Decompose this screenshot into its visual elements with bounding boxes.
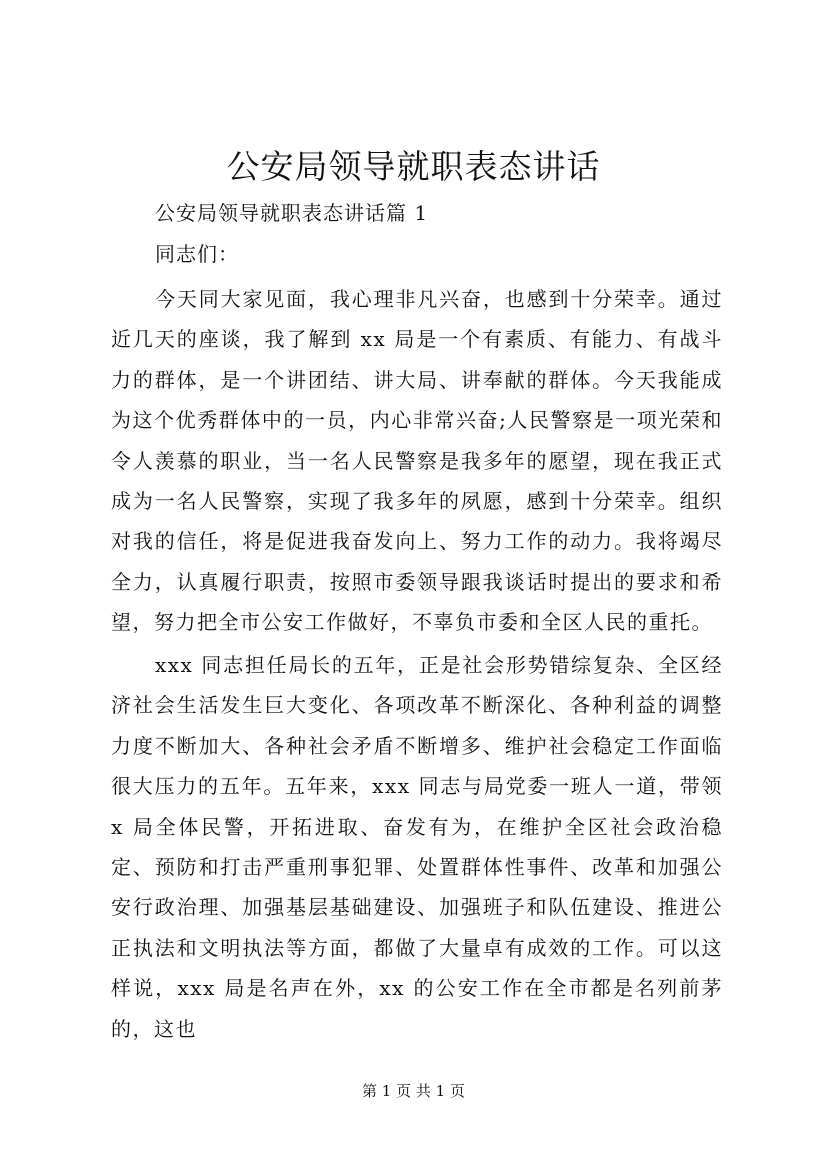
document-subtitle: 公安局领导就职表态讲话篇 1 [155, 201, 429, 225]
page-footer: 第 1 页 共 1 页 [362, 1082, 465, 1100]
body-paragraph-2: xxx 同志担任局长的五年，正是社会形势错综复杂、全区经济社会生活发生巨大变化、各项改革不断深化、各种利益的调整力度不断加大、各种社会矛盾不断增多、维护社会稳定工作面临很大压力的五年。五年来，xxx 同志与局党委一班人一道，带领 x 局全体民警，开拓进取、奋发有为，在维护全区社会政治稳定、预防和打击严重刑事犯罪、处置群体性事件、改革和加强公安行政治理、加强基层基础建设、加强班子和队伍建设、推进公正执法和文明执法等方面，都做了大量卓有成效的工作。可以这样说，xxx 局是名声在外，xx 的公安工作在全市都是名列前茅的，这也 [111, 653, 723, 1041]
salutation: 同志们： [155, 242, 239, 266]
body-paragraph-1: 今天同大家见面，我心理非凡兴奋，也感到十分荣幸。通过近几天的座谈，我了解到 xx 局是一个有素质、有能力、有战斗力的群体，是一个讲团结、讲大局、讲奉献的群体。今天我能成为这个优秀群体中的一员，内心非常兴奋;人民警察是一项光荣和令人羡慕的职业，当一名人民警察是我多年的愿望，现在我正式成为一名人民警察，实现了我多年的夙愿，感到十分荣幸。组织对我的信任，将是促进我奋发向上、努力工作的动力。我将竭尽全力，认真履行职责，按照市委领导跟我谈话时提出的要求和希望，努力把全市公安工作做好，不辜负市委和全区人民的重托。 [111, 287, 723, 635]
document-title: 公安局领导就职表态讲话 [226, 147, 601, 186]
